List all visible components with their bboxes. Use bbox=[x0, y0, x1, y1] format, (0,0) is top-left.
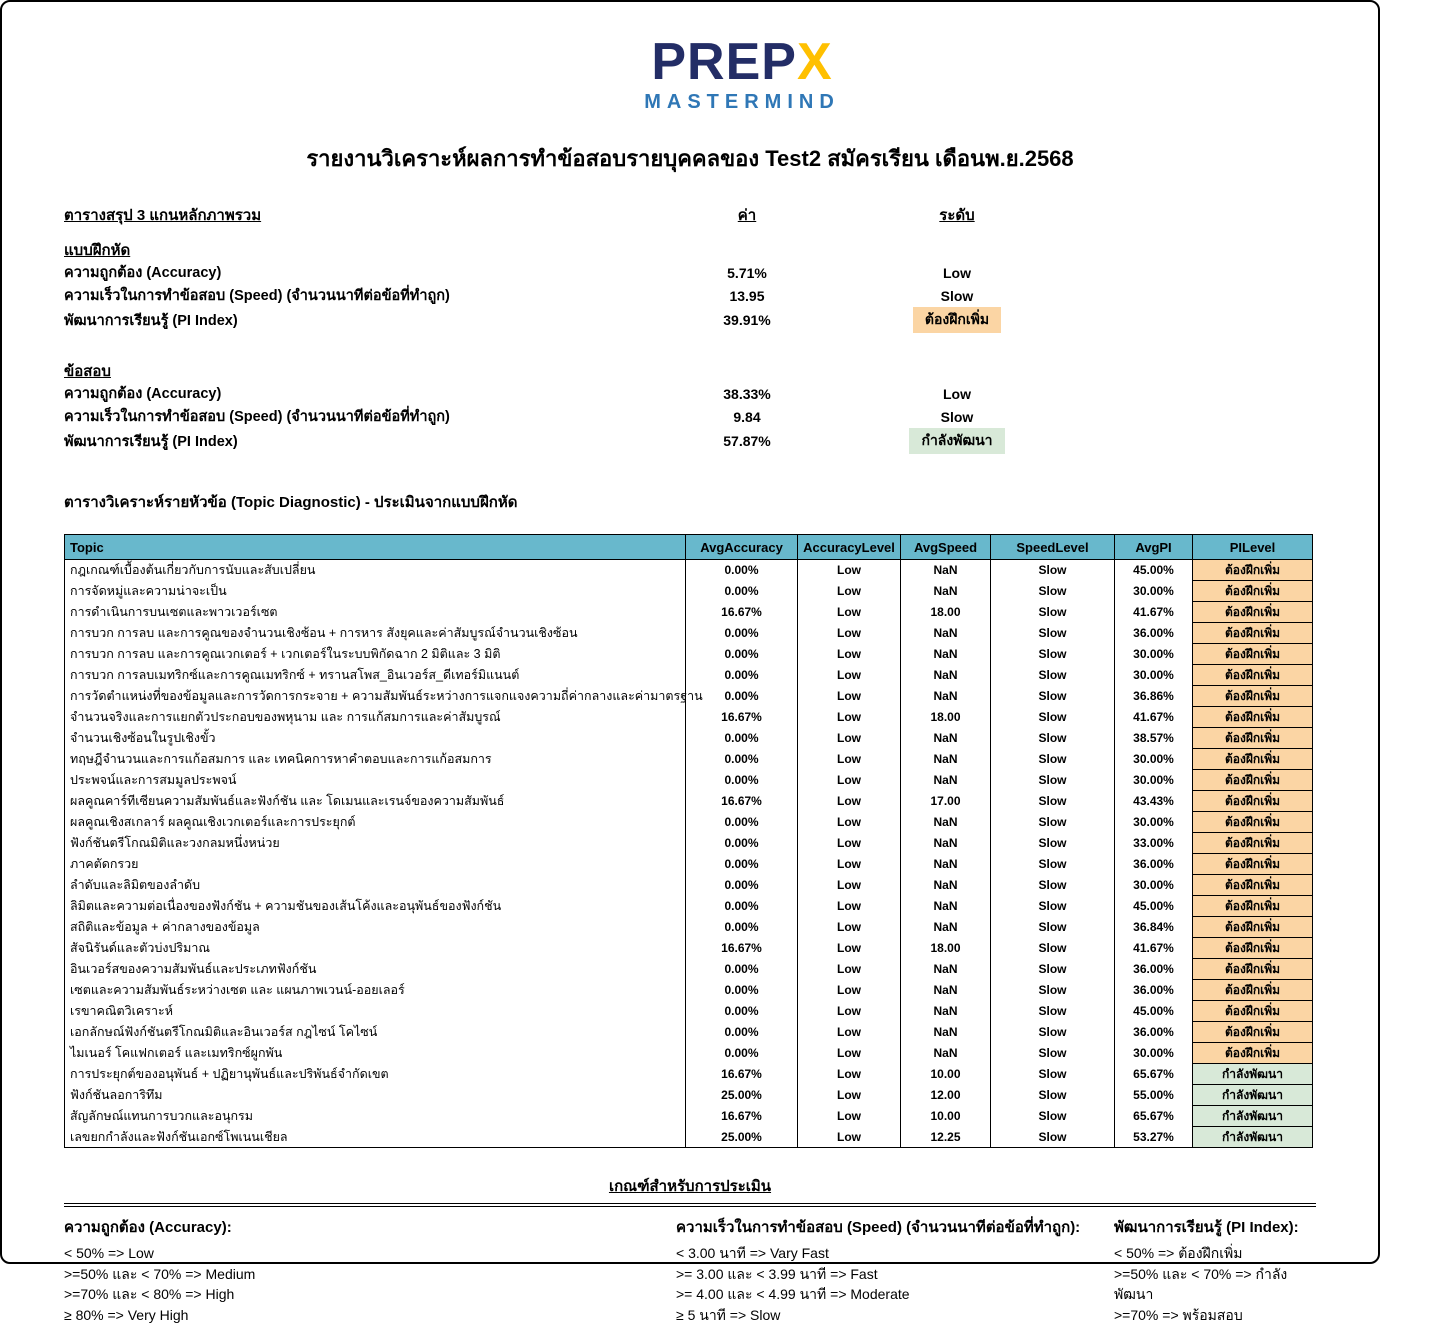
summary-row-label: พัฒนาการเรียนรู้ (PI Index) bbox=[64, 430, 662, 453]
topic-cell: ผลคูณคาร์ทีเซียนความสัมพันธ์และฟังก์ชัน และ โดเมนและเรนจ์ของความสัมพันธ์ bbox=[65, 791, 686, 812]
speed-level-cell: Slow bbox=[991, 728, 1115, 749]
pi-level-cell: ต้องฝึกเพิ่ม bbox=[1193, 1043, 1313, 1064]
avg-accuracy-cell: 0.00% bbox=[686, 875, 798, 896]
avg-accuracy-cell: 25.00% bbox=[686, 1127, 798, 1148]
avg-accuracy-cell: 0.00% bbox=[686, 665, 798, 686]
speed-level-cell: Slow bbox=[991, 770, 1115, 791]
avg-accuracy-cell: 25.00% bbox=[686, 1085, 798, 1106]
speed-level-cell: Slow bbox=[991, 938, 1115, 959]
table-row bbox=[65, 1064, 1313, 1085]
topic-cell: การบวก การลบ และการคูณของจำนวนเชิงซ้อน + การหาร สังยุคและค่าสัมบูรณ์จำนวนเชิงซ้อน bbox=[65, 623, 686, 644]
avg-speed-cell: NaN bbox=[901, 560, 991, 581]
accuracy-level-cell: Low bbox=[798, 728, 901, 749]
avg-pi-cell: 30.00% bbox=[1115, 812, 1193, 833]
avg-speed-cell: NaN bbox=[901, 749, 991, 770]
pi-level-cell: ต้องฝึกเพิ่ม bbox=[1193, 686, 1313, 707]
speed-level-cell: Slow bbox=[991, 854, 1115, 875]
avg-accuracy-cell: 0.00% bbox=[686, 581, 798, 602]
pi-level-cell: ต้องฝึกเพิ่ม bbox=[1193, 1001, 1313, 1022]
accuracy-level-cell: Low bbox=[798, 770, 901, 791]
avg-speed-cell: NaN bbox=[901, 812, 991, 833]
speed-level-cell: Slow bbox=[991, 791, 1115, 812]
accuracy-level-cell: Low bbox=[798, 644, 901, 665]
speed-level-cell: Slow bbox=[991, 812, 1115, 833]
avg-speed-cell: NaN bbox=[901, 770, 991, 791]
pi-level-cell: ต้องฝึกเพิ่ม bbox=[1193, 560, 1313, 581]
table-row bbox=[65, 581, 1313, 602]
pi-level-cell: ต้องฝึกเพิ่ม bbox=[1193, 875, 1313, 896]
summary-row-value: 57.87% bbox=[662, 433, 832, 449]
pi-level-cell: ต้องฝึกเพิ่ม bbox=[1193, 749, 1313, 770]
table-row bbox=[65, 749, 1313, 770]
pi-level-cell: ต้องฝึกเพิ่ม bbox=[1193, 728, 1313, 749]
avg-speed-cell: NaN bbox=[901, 980, 991, 1001]
avg-pi-cell: 41.67% bbox=[1115, 602, 1193, 623]
accuracy-level-cell: Low bbox=[798, 623, 901, 644]
brand-prefix: PREP bbox=[651, 33, 797, 91]
accuracy-level-cell: Low bbox=[798, 833, 901, 854]
topic-cell: เอกลักษณ์ฟังก์ชันตรีโกณมิติและอินเวอร์ส กฎไซน์ โคไซน์ bbox=[65, 1022, 686, 1043]
criteria-rule: >=70% => พร้อมสอบ bbox=[1114, 1305, 1316, 1325]
pi-level-cell: ต้องฝึกเพิ่ม bbox=[1193, 812, 1313, 833]
criteria-rule: >=50% และ < 70% => กำลังพัฒนา bbox=[1114, 1264, 1316, 1305]
avg-accuracy-cell: 16.67% bbox=[686, 938, 798, 959]
topic-cell: ภาคตัดกรวย bbox=[65, 854, 686, 875]
accuracy-level-cell: Low bbox=[798, 791, 901, 812]
avg-accuracy-cell: 0.00% bbox=[686, 1022, 798, 1043]
avg-speed-cell: NaN bbox=[901, 875, 991, 896]
table-row bbox=[65, 644, 1313, 665]
avg-pi-cell: 36.00% bbox=[1115, 623, 1193, 644]
topic-cell: ผลคูณเชิงสเกลาร์ ผลคูณเชิงเวกเตอร์และการประยุกต์ bbox=[65, 812, 686, 833]
avg-speed-cell: 18.00 bbox=[901, 602, 991, 623]
topic-cell: การดำเนินการบนเซตและพาวเวอร์เซต bbox=[65, 602, 686, 623]
speed-level-cell: Slow bbox=[991, 644, 1115, 665]
accuracy-level-cell: Low bbox=[798, 1106, 901, 1127]
topic-cell: สัจนิรันด์และตัวบ่งปริมาณ bbox=[65, 938, 686, 959]
avg-accuracy-cell: 16.67% bbox=[686, 1106, 798, 1127]
table-row bbox=[65, 938, 1313, 959]
speed-level-cell: Slow bbox=[991, 980, 1115, 1001]
table-row bbox=[65, 707, 1313, 728]
brand-wordmark bbox=[54, 36, 1430, 88]
criteria-column-title: ความถูกต้อง (Accuracy): bbox=[64, 1215, 676, 1239]
table-row bbox=[65, 665, 1313, 686]
speed-level-cell: Slow bbox=[991, 686, 1115, 707]
report-title: รายงานวิเคราะห์ผลการทำข้อสอบรายบุคคลของ Test2 สมัครเรียน เดือนพ.ย.2568 bbox=[2, 141, 1378, 176]
speed-level-cell: Slow bbox=[991, 560, 1115, 581]
avg-speed-cell: 17.00 bbox=[901, 791, 991, 812]
avg-accuracy-cell: 0.00% bbox=[686, 1043, 798, 1064]
speed-level-cell: Slow bbox=[991, 1064, 1115, 1085]
avg-pi-cell: 45.00% bbox=[1115, 560, 1193, 581]
avg-pi-cell: 30.00% bbox=[1115, 749, 1193, 770]
table-row bbox=[65, 1001, 1313, 1022]
accuracy-level-cell: Low bbox=[798, 896, 901, 917]
avg-accuracy-cell: 0.00% bbox=[686, 812, 798, 833]
avg-accuracy-cell: 0.00% bbox=[686, 560, 798, 581]
criteria-rule: ≥ 5 นาที => Slow bbox=[676, 1305, 1114, 1325]
speed-level-cell: Slow bbox=[991, 707, 1115, 728]
table-row bbox=[65, 1106, 1313, 1127]
topic-cell: ประพจน์และการสมมูลประพจน์ bbox=[65, 770, 686, 791]
accuracy-level-cell: Low bbox=[798, 980, 901, 1001]
avg-pi-cell: 30.00% bbox=[1115, 875, 1193, 896]
summary-group bbox=[64, 359, 1316, 454]
criteria-divider bbox=[64, 1203, 1316, 1207]
topic-cell: กฎเกณฑ์เบื้องต้นเกี่ยวกับการนับและสับเปลี่ยน bbox=[65, 560, 686, 581]
pi-level-cell: ต้องฝึกเพิ่ม bbox=[1193, 980, 1313, 1001]
avg-speed-cell: NaN bbox=[901, 1043, 991, 1064]
criteria-section bbox=[64, 1174, 1316, 1325]
summary-row-level bbox=[832, 307, 1082, 333]
accuracy-level-cell: Low bbox=[798, 686, 901, 707]
column-header-avgaccuracy: AvgAccuracy bbox=[686, 535, 798, 560]
avg-speed-cell: NaN bbox=[901, 833, 991, 854]
pi-level-cell: ต้องฝึกเพิ่ม bbox=[1193, 938, 1313, 959]
pi-level-cell: ต้องฝึกเพิ่ม bbox=[1193, 917, 1313, 938]
pi-level-cell: ต้องฝึกเพิ่ม bbox=[1193, 665, 1313, 686]
summary-row bbox=[64, 405, 1316, 428]
avg-accuracy-cell: 0.00% bbox=[686, 917, 798, 938]
accuracy-level-cell: Low bbox=[798, 707, 901, 728]
summary-row-label: ความเร็วในการทำข้อสอบ (Speed) (จำนวนนาทีต่อข้อที่ทำถูก) bbox=[64, 284, 662, 307]
avg-accuracy-cell: 16.67% bbox=[686, 1064, 798, 1085]
pi-level-cell: ต้องฝึกเพิ่ม bbox=[1193, 602, 1313, 623]
summary-col-level: ระดับ bbox=[832, 203, 1082, 227]
summary-row bbox=[64, 382, 1316, 405]
table-row bbox=[65, 602, 1313, 623]
avg-pi-cell: 45.00% bbox=[1115, 896, 1193, 917]
brand-accent-letter: X bbox=[797, 33, 833, 91]
avg-pi-cell: 36.86% bbox=[1115, 686, 1193, 707]
speed-level-cell: Slow bbox=[991, 1001, 1115, 1022]
summary-row-label: พัฒนาการเรียนรู้ (PI Index) bbox=[64, 309, 662, 332]
avg-accuracy-cell: 0.00% bbox=[686, 896, 798, 917]
accuracy-level-cell: Low bbox=[798, 812, 901, 833]
table-row bbox=[65, 1043, 1313, 1064]
pi-level-cell: ต้องฝึกเพิ่ม bbox=[1193, 833, 1313, 854]
diagnostic-table-header bbox=[65, 535, 1313, 560]
accuracy-level-cell: Low bbox=[798, 749, 901, 770]
summary-level-badge: ต้องฝึกเพิ่ม bbox=[913, 307, 1001, 333]
topic-cell: การบวก การลบเมทริกซ์และการคูณเมทริกซ์ + ทรานสโพส_อินเวอร์ส_ดีเทอร์มิแนนต์ bbox=[65, 665, 686, 686]
table-row bbox=[65, 812, 1313, 833]
avg-pi-cell: 30.00% bbox=[1115, 1043, 1193, 1064]
criteria-columns bbox=[64, 1215, 1316, 1325]
table-row bbox=[65, 980, 1313, 1001]
topic-cell: สัญลักษณ์แทนการบวกและอนุกรม bbox=[65, 1106, 686, 1127]
avg-accuracy-cell: 0.00% bbox=[686, 686, 798, 707]
table-row bbox=[65, 896, 1313, 917]
avg-speed-cell: NaN bbox=[901, 917, 991, 938]
criteria-rule: < 3.00 นาที => Vary Fast bbox=[676, 1243, 1114, 1264]
criteria-rule: < 50% => Low bbox=[64, 1243, 676, 1264]
summary-section bbox=[64, 202, 1316, 454]
summary-row-value: 5.71% bbox=[662, 265, 832, 281]
avg-pi-cell: 45.00% bbox=[1115, 1001, 1193, 1022]
avg-pi-cell: 30.00% bbox=[1115, 644, 1193, 665]
speed-level-cell: Slow bbox=[991, 749, 1115, 770]
accuracy-level-cell: Low bbox=[798, 875, 901, 896]
avg-speed-cell: 10.00 bbox=[901, 1106, 991, 1127]
accuracy-level-cell: Low bbox=[798, 665, 901, 686]
table-row bbox=[65, 917, 1313, 938]
avg-pi-cell: 30.00% bbox=[1115, 581, 1193, 602]
criteria-rule: >= 3.00 และ < 3.99 นาที => Fast bbox=[676, 1264, 1114, 1285]
topic-cell: จำนวนจริงและการแยกตัวประกอบของพหุนาม และ การแก้สมการและค่าสัมบูรณ์ bbox=[65, 707, 686, 728]
summary-row-value: 9.84 bbox=[662, 409, 832, 425]
criteria-column-title: พัฒนาการเรียนรู้ (PI Index): bbox=[1114, 1215, 1316, 1239]
accuracy-level-cell: Low bbox=[798, 1043, 901, 1064]
topic-cell: เรขาคณิตวิเคราะห์ bbox=[65, 1001, 686, 1022]
avg-pi-cell: 38.57% bbox=[1115, 728, 1193, 749]
summary-group-name: ข้อสอบ bbox=[64, 359, 1316, 382]
avg-speed-cell: NaN bbox=[901, 959, 991, 980]
summary-row-level: Low bbox=[832, 265, 1082, 281]
accuracy-level-cell: Low bbox=[798, 560, 901, 581]
avg-accuracy-cell: 0.00% bbox=[686, 644, 798, 665]
table-row bbox=[65, 1022, 1313, 1043]
avg-pi-cell: 33.00% bbox=[1115, 833, 1193, 854]
criteria-rule: ≥ 80% => Very High bbox=[64, 1305, 676, 1325]
avg-accuracy-cell: 16.67% bbox=[686, 791, 798, 812]
pi-level-cell: ต้องฝึกเพิ่ม bbox=[1193, 770, 1313, 791]
table-row bbox=[65, 770, 1313, 791]
topic-cell: การจัดหมู่และความน่าจะเป็น bbox=[65, 581, 686, 602]
topic-cell: ฟังก์ชันตรีโกณมิติและวงกลมหนึ่งหน่วย bbox=[65, 833, 686, 854]
table-row bbox=[65, 1127, 1313, 1148]
summary-header-row bbox=[64, 202, 1316, 228]
avg-speed-cell: NaN bbox=[901, 1022, 991, 1043]
speed-level-cell: Slow bbox=[991, 1106, 1115, 1127]
speed-level-cell: Slow bbox=[991, 1127, 1115, 1148]
summary-row-label: ความเร็วในการทำข้อสอบ (Speed) (จำนวนนาทีต่อข้อที่ทำถูก) bbox=[64, 405, 662, 428]
summary-row-level bbox=[832, 428, 1082, 454]
table-row bbox=[65, 959, 1313, 980]
avg-pi-cell: 41.67% bbox=[1115, 938, 1193, 959]
speed-level-cell: Slow bbox=[991, 833, 1115, 854]
topic-cell: จำนวนเชิงซ้อนในรูปเชิงขั้ว bbox=[65, 728, 686, 749]
summary-group bbox=[64, 238, 1316, 333]
table-row bbox=[65, 560, 1313, 581]
column-header-accuracylevel: AccuracyLevel bbox=[798, 535, 901, 560]
criteria-column bbox=[64, 1215, 676, 1325]
column-header-pilevel: PILevel bbox=[1193, 535, 1313, 560]
speed-level-cell: Slow bbox=[991, 959, 1115, 980]
criteria-heading: เกณฑ์สำหรับการประเมิน bbox=[64, 1174, 1316, 1198]
summary-row-value: 38.33% bbox=[662, 386, 832, 402]
summary-level-badge: กำลังพัฒนา bbox=[909, 428, 1004, 454]
criteria-rule: >=70% และ < 80% => High bbox=[64, 1284, 676, 1305]
summary-group-name: แบบฝึกหัด bbox=[64, 238, 1316, 261]
pi-level-cell: ต้องฝึกเพิ่ม bbox=[1193, 707, 1313, 728]
column-header-topic: Topic bbox=[65, 535, 686, 560]
speed-level-cell: Slow bbox=[991, 623, 1115, 644]
avg-pi-cell: 41.67% bbox=[1115, 707, 1193, 728]
avg-pi-cell: 53.27% bbox=[1115, 1127, 1193, 1148]
avg-speed-cell: NaN bbox=[901, 623, 991, 644]
table-row bbox=[65, 728, 1313, 749]
speed-level-cell: Slow bbox=[991, 665, 1115, 686]
avg-pi-cell: 30.00% bbox=[1115, 770, 1193, 791]
summary-groups bbox=[64, 238, 1316, 454]
avg-accuracy-cell: 0.00% bbox=[686, 833, 798, 854]
table-row bbox=[65, 833, 1313, 854]
speed-level-cell: Slow bbox=[991, 581, 1115, 602]
pi-level-cell: ต้องฝึกเพิ่ม bbox=[1193, 581, 1313, 602]
topic-cell: การบวก การลบ และการคูณเวกเตอร์ + เวกเตอร์ในระบบพิกัดฉาก 2 มิติและ 3 มิติ bbox=[65, 644, 686, 665]
topic-cell: อินเวอร์สของความสัมพันธ์และประเภทฟังก์ชัน bbox=[65, 959, 686, 980]
avg-accuracy-cell: 0.00% bbox=[686, 623, 798, 644]
avg-accuracy-cell: 0.00% bbox=[686, 959, 798, 980]
avg-pi-cell: 36.00% bbox=[1115, 1022, 1193, 1043]
pi-level-cell: ต้องฝึกเพิ่ม bbox=[1193, 791, 1313, 812]
avg-accuracy-cell: 0.00% bbox=[686, 749, 798, 770]
avg-speed-cell: 18.00 bbox=[901, 938, 991, 959]
avg-speed-cell: NaN bbox=[901, 854, 991, 875]
avg-pi-cell: 65.67% bbox=[1115, 1106, 1193, 1127]
avg-accuracy-cell: 16.67% bbox=[686, 707, 798, 728]
avg-accuracy-cell: 0.00% bbox=[686, 854, 798, 875]
avg-pi-cell: 36.00% bbox=[1115, 959, 1193, 980]
summary-row-level: Slow bbox=[832, 288, 1082, 304]
summary-row-level: Low bbox=[832, 386, 1082, 402]
topic-cell: เซตและความสัมพันธ์ระหว่างเซต และ แผนภาพเวนน์-ออยเลอร์ bbox=[65, 980, 686, 1001]
pi-level-cell: ต้องฝึกเพิ่ม bbox=[1193, 1022, 1313, 1043]
accuracy-level-cell: Low bbox=[798, 1127, 901, 1148]
topic-cell: ลิมิตและความต่อเนื่องของฟังก์ชัน + ความชันของเส้นโค้งและอนุพันธ์ของฟังก์ชัน bbox=[65, 896, 686, 917]
diagnostic-table bbox=[64, 534, 1313, 1148]
speed-level-cell: Slow bbox=[991, 602, 1115, 623]
avg-speed-cell: NaN bbox=[901, 644, 991, 665]
brand-logo bbox=[54, 36, 1430, 114]
avg-accuracy-cell: 0.00% bbox=[686, 1001, 798, 1022]
avg-speed-cell: 18.00 bbox=[901, 707, 991, 728]
topic-cell: ฟังก์ชันลอการิทึม bbox=[65, 1085, 686, 1106]
table-row bbox=[65, 854, 1313, 875]
pi-level-cell: กำลังพัฒนา bbox=[1193, 1127, 1313, 1148]
topic-cell: การประยุกต์ของอนุพันธ์ + ปฏิยานุพันธ์และปริพันธ์จำกัดเขต bbox=[65, 1064, 686, 1085]
table-row bbox=[65, 791, 1313, 812]
avg-pi-cell: 36.00% bbox=[1115, 980, 1193, 1001]
topic-cell: ไมเนอร์ โคแฟกเตอร์ และเมทริกซ์ผูกพัน bbox=[65, 1043, 686, 1064]
avg-accuracy-cell: 0.00% bbox=[686, 980, 798, 1001]
criteria-column bbox=[676, 1215, 1114, 1325]
summary-col-value: ค่า bbox=[662, 203, 832, 227]
speed-level-cell: Slow bbox=[991, 917, 1115, 938]
pi-level-cell: ต้องฝึกเพิ่ม bbox=[1193, 896, 1313, 917]
summary-row-value: 13.95 bbox=[662, 288, 832, 304]
avg-speed-cell: NaN bbox=[901, 728, 991, 749]
topic-cell: เลขยกกำลังและฟังก์ชันเอกซ์โพเนนเชียล bbox=[65, 1127, 686, 1148]
pi-level-cell: กำลังพัฒนา bbox=[1193, 1085, 1313, 1106]
topic-cell: การวัดตำแหน่งที่ของข้อมูลและการวัดการกระจาย + ความสัมพันธ์ระหว่างการแจกแจงความถี่ค่ากลางและค่ามาตรฐาน bbox=[65, 686, 686, 707]
accuracy-level-cell: Low bbox=[798, 917, 901, 938]
avg-pi-cell: 55.00% bbox=[1115, 1085, 1193, 1106]
accuracy-level-cell: Low bbox=[798, 1001, 901, 1022]
summary-row-level: Slow bbox=[832, 409, 1082, 425]
summary-row bbox=[64, 284, 1316, 307]
speed-level-cell: Slow bbox=[991, 896, 1115, 917]
avg-pi-cell: 30.00% bbox=[1115, 665, 1193, 686]
accuracy-level-cell: Low bbox=[798, 854, 901, 875]
avg-speed-cell: NaN bbox=[901, 1001, 991, 1022]
accuracy-level-cell: Low bbox=[798, 581, 901, 602]
accuracy-level-cell: Low bbox=[798, 1085, 901, 1106]
avg-accuracy-cell: 16.67% bbox=[686, 602, 798, 623]
speed-level-cell: Slow bbox=[991, 1085, 1115, 1106]
pi-level-cell: ต้องฝึกเพิ่ม bbox=[1193, 623, 1313, 644]
avg-pi-cell: 36.84% bbox=[1115, 917, 1193, 938]
avg-speed-cell: 10.00 bbox=[901, 1064, 991, 1085]
avg-speed-cell: NaN bbox=[901, 581, 991, 602]
topic-cell: ลำดับและลิมิตของลำดับ bbox=[65, 875, 686, 896]
summary-row-label: ความถูกต้อง (Accuracy) bbox=[64, 261, 662, 284]
summary-row-label: ความถูกต้อง (Accuracy) bbox=[64, 382, 662, 405]
summary-row bbox=[64, 307, 1316, 333]
table-row bbox=[65, 875, 1313, 896]
pi-level-cell: กำลังพัฒนา bbox=[1193, 1106, 1313, 1127]
criteria-rule: >= 4.00 และ < 4.99 นาที => Moderate bbox=[676, 1284, 1114, 1305]
summary-row bbox=[64, 261, 1316, 284]
accuracy-level-cell: Low bbox=[798, 959, 901, 980]
pi-level-cell: ต้องฝึกเพิ่ม bbox=[1193, 959, 1313, 980]
summary-row-value: 39.91% bbox=[662, 312, 832, 328]
pi-level-cell: ต้องฝึกเพิ่ม bbox=[1193, 854, 1313, 875]
table-row bbox=[65, 686, 1313, 707]
speed-level-cell: Slow bbox=[991, 875, 1115, 896]
speed-level-cell: Slow bbox=[991, 1022, 1115, 1043]
avg-speed-cell: 12.25 bbox=[901, 1127, 991, 1148]
table-row bbox=[65, 1085, 1313, 1106]
accuracy-level-cell: Low bbox=[798, 1064, 901, 1085]
column-header-avgspeed: AvgSpeed bbox=[901, 535, 991, 560]
avg-speed-cell: 12.00 bbox=[901, 1085, 991, 1106]
avg-speed-cell: NaN bbox=[901, 665, 991, 686]
avg-speed-cell: NaN bbox=[901, 686, 991, 707]
diagnostic-table-body bbox=[65, 560, 1313, 1148]
pi-level-cell: ต้องฝึกเพิ่ม bbox=[1193, 644, 1313, 665]
avg-pi-cell: 43.43% bbox=[1115, 791, 1193, 812]
criteria-column-title: ความเร็วในการทำข้อสอบ (Speed) (จำนวนนาทีต่อข้อที่ทำถูก): bbox=[676, 1215, 1114, 1239]
accuracy-level-cell: Low bbox=[798, 602, 901, 623]
table-row bbox=[65, 623, 1313, 644]
topic-cell: สถิติและข้อมูล + ค่ากลางของข้อมูล bbox=[65, 917, 686, 938]
accuracy-level-cell: Low bbox=[798, 938, 901, 959]
pi-level-cell: กำลังพัฒนา bbox=[1193, 1064, 1313, 1085]
avg-speed-cell: NaN bbox=[901, 896, 991, 917]
column-header-avgpi: AvgPI bbox=[1115, 535, 1193, 560]
avg-accuracy-cell: 0.00% bbox=[686, 770, 798, 791]
accuracy-level-cell: Low bbox=[798, 1022, 901, 1043]
criteria-rule: >=50% และ < 70% => Medium bbox=[64, 1264, 676, 1285]
avg-accuracy-cell: 0.00% bbox=[686, 728, 798, 749]
avg-pi-cell: 65.67% bbox=[1115, 1064, 1193, 1085]
report-content bbox=[64, 202, 1316, 1325]
speed-level-cell: Slow bbox=[991, 1043, 1115, 1064]
brand-subtitle: MASTERMIND bbox=[54, 91, 1430, 114]
criteria-rule: < 50% => ต้องฝึกเพิ่ม bbox=[1114, 1243, 1316, 1264]
topic-cell: ทฤษฎีจำนวนและการแก้อสมการ และ เทคนิคการหาคำตอบและการแก้อสมการ bbox=[65, 749, 686, 770]
diagnostic-heading: ตารางวิเคราะห์รายหัวข้อ (Topic Diagnostic) - ประเมินจากแบบฝึกหัด bbox=[64, 490, 1316, 514]
avg-pi-cell: 36.00% bbox=[1115, 854, 1193, 875]
column-header-speedlevel: SpeedLevel bbox=[991, 535, 1115, 560]
summary-heading: ตารางสรุป 3 แกนหลักภาพรวม bbox=[64, 203, 662, 227]
summary-row bbox=[64, 428, 1316, 454]
criteria-column bbox=[1114, 1215, 1316, 1325]
